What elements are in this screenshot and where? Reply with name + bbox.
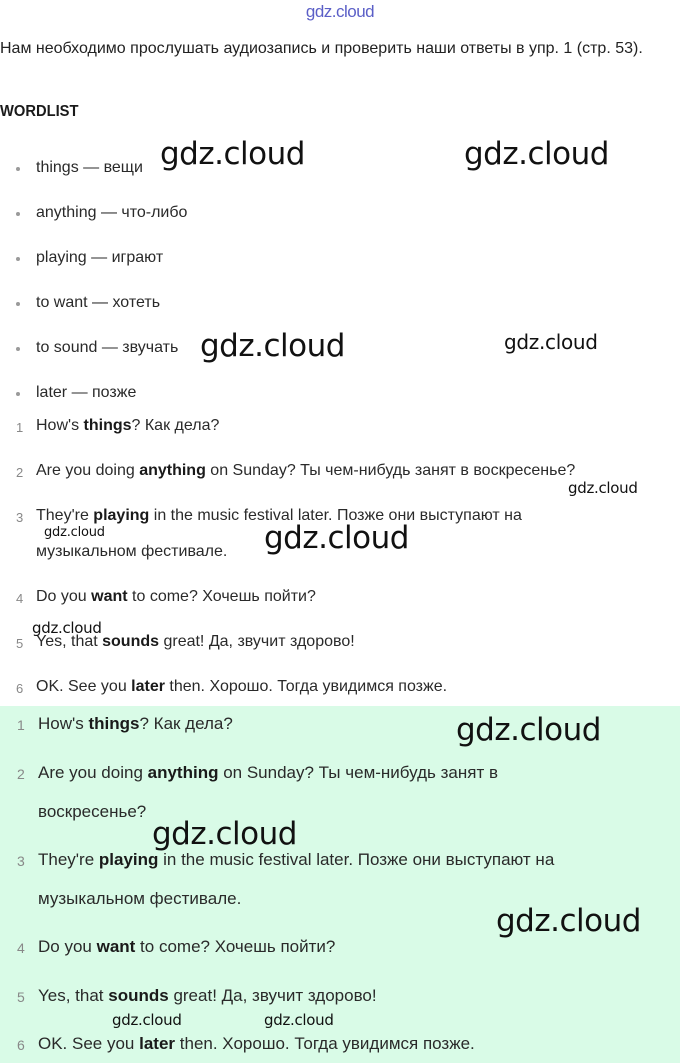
bullet-icon bbox=[16, 302, 20, 306]
bullet-icon bbox=[16, 167, 20, 171]
answer-text-line2: воскресенье? bbox=[38, 802, 147, 821]
sentence-text: Do you want to come? Хочешь пойти? bbox=[36, 588, 316, 605]
bullet-icon bbox=[16, 212, 20, 216]
sentence-text-line2: музыкальном фестивале. bbox=[36, 543, 228, 560]
wordlist-item-text: to sound — звучать bbox=[36, 339, 179, 356]
watermark: gdz.cloud bbox=[456, 712, 601, 748]
wordlist-item-text: anything — что-либо bbox=[36, 204, 188, 221]
wordlist-item-text: things — вещи bbox=[36, 159, 143, 176]
answer-text: How's things? Как дела? bbox=[38, 714, 233, 733]
answer-number: 4 bbox=[17, 940, 25, 956]
site-logo[interactable]: gdz.cloud bbox=[305, 2, 375, 21]
answer-text: Yes, that sounds great! Да, звучит здорово! bbox=[38, 986, 377, 1005]
watermark: gdz.cloud bbox=[112, 1011, 182, 1029]
wordlist-item-text: later — позже bbox=[36, 384, 137, 401]
sentence-number: 6 bbox=[16, 681, 24, 696]
sentence-number: 3 bbox=[16, 510, 24, 525]
watermark: gdz.cloud bbox=[496, 903, 641, 939]
watermark: gdz.cloud bbox=[464, 136, 609, 172]
bullet-icon bbox=[16, 347, 20, 351]
answer-number: 5 bbox=[17, 989, 25, 1005]
watermark: gdz.cloud bbox=[160, 136, 305, 172]
intro-text: Нам необходимо прослушать аудиозапись и проверить наши ответы в упр. 1 (стр. 53). bbox=[0, 40, 643, 57]
sentence-number: 2 bbox=[16, 465, 24, 480]
watermark: gdz.cloud bbox=[32, 619, 102, 637]
watermark: gdz.cloud bbox=[568, 479, 638, 497]
bullet-icon bbox=[16, 257, 20, 261]
watermark: gdz.cloud bbox=[44, 525, 105, 540]
sentence-text: Are you doing anything on Sunday? Ты чем-нибудь занят в воскресенье? bbox=[36, 462, 576, 479]
sentence-number: 5 bbox=[16, 636, 24, 651]
watermark: gdz.cloud bbox=[264, 520, 409, 556]
answer-number: 6 bbox=[17, 1037, 25, 1053]
watermark: gdz.cloud bbox=[264, 1011, 334, 1029]
wordlist-title: WORDLIST bbox=[0, 103, 79, 120]
sentence-text: They're playing in the music festival later. Позже они выступают на bbox=[36, 507, 522, 524]
watermark: gdz.cloud bbox=[504, 330, 598, 354]
watermark: gdz.cloud bbox=[200, 328, 345, 364]
answer-number: 1 bbox=[17, 717, 25, 733]
sentence-text: Yes, that sounds great! Да, звучит здорово! bbox=[36, 633, 355, 650]
answer-text: They're playing in the music festival later. Позже они выступают на bbox=[38, 850, 555, 869]
sentence-number: 1 bbox=[16, 420, 24, 435]
answer-number: 3 bbox=[17, 853, 25, 869]
sentence-text: OK. See you later then. Хорошо. Тогда увидимся позже. bbox=[36, 678, 448, 695]
answer-number: 2 bbox=[17, 766, 25, 782]
answer-text: Do you want to come? Хочешь пойти? bbox=[38, 937, 336, 956]
watermark: gdz.cloud bbox=[152, 816, 297, 852]
answer-text: Are you doing anything on Sunday? Ты чем-нибудь занят в bbox=[38, 763, 498, 782]
sentence-text: How's things? Как дела? bbox=[36, 417, 220, 434]
sentence-number: 4 bbox=[16, 591, 24, 606]
wordlist-item-text: to want — хотеть bbox=[36, 294, 161, 311]
answer-panel bbox=[0, 706, 680, 1063]
wordlist-item-text: playing — играют bbox=[36, 249, 164, 266]
answer-text: OK. See you later then. Хорошо. Тогда увидимся позже. bbox=[38, 1034, 475, 1053]
answer-text-line2: музыкальном фестивале. bbox=[38, 889, 242, 908]
bullet-icon bbox=[16, 392, 20, 396]
